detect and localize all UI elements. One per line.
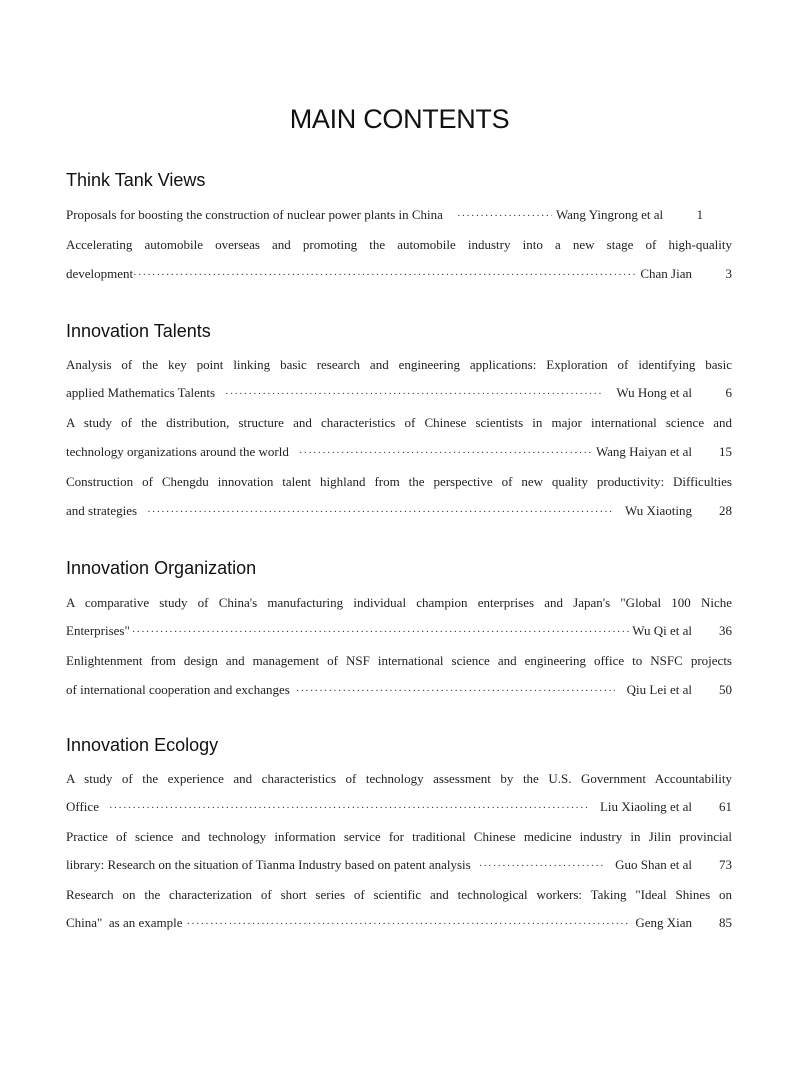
leader-dots: [225, 385, 602, 403]
entry-page: 85: [719, 915, 732, 930]
entry-author: Guo Shan et al: [615, 857, 692, 872]
entry-last-line: [66, 856, 732, 874]
entry-last-line: [66, 265, 732, 283]
leader-dots: [296, 682, 615, 700]
entry-last-line: [66, 443, 732, 461]
entry-author: Geng Xian: [635, 915, 692, 930]
entry-page: 28: [719, 503, 732, 518]
entry-title: of international cooperation and exchanges: [66, 682, 290, 697]
entry-title: Office: [66, 799, 99, 814]
leader-dots: [109, 799, 588, 817]
leader-dots: [457, 207, 552, 225]
entry-last-line: [66, 622, 732, 640]
entry-title-line: Construction of Chengdu innovation talent highland from the perspective of new quality productivity: Difficulties: [66, 474, 732, 489]
entry-title: library: Research on the situation of Tianma Industry based on patent analysis: [66, 857, 471, 872]
entry-page: 15: [719, 444, 732, 459]
entry-author: Wu Qi et al: [632, 623, 692, 638]
leader-dots: [132, 623, 632, 641]
entry-title-line: Research on the characterization of short series of scientific and technological workers: Taking "Ideal Shines on: [66, 887, 732, 902]
leader-dots: [133, 266, 636, 284]
page-title: MAIN CONTENTS: [289, 104, 510, 134]
entry-page: 50: [719, 682, 732, 697]
entry-author: Wu Hong et al: [616, 385, 692, 400]
entry-author: Wang Haiyan et al: [595, 444, 692, 459]
entry-author: Wu Xiaoting: [625, 503, 692, 518]
entry-page: 61: [719, 799, 732, 814]
entry-title: Enterprises": [66, 623, 130, 638]
entry-title-line: Practice of science and technology information service for traditional Chinese medicine industry in Jilin provincial: [66, 829, 732, 844]
leader-dots: [147, 503, 613, 521]
entry-title: China" as an example: [66, 915, 183, 930]
section-heading: Innovation Ecology: [66, 735, 219, 755]
entry-title: and strategies: [66, 503, 138, 518]
entry-last-line: [66, 502, 732, 520]
toc-entry[interactable]: [66, 206, 732, 224]
leader-dots: [187, 915, 632, 933]
entry-page: 3: [725, 266, 732, 281]
entry-title: technology organizations around the world: [66, 444, 289, 459]
entry-last-line: [66, 914, 732, 932]
entry-last-line: [66, 681, 732, 699]
entry-author: Qiu Lei et al: [626, 682, 692, 697]
section-heading: Innovation Talents: [66, 321, 211, 341]
entry-title-line: A study of the distribution, structure and characteristics of Chinese scientists in major international science and: [66, 415, 732, 430]
entry-title-line: Accelerating automobile overseas and promoting the automobile industry into a new stage of high-quality: [66, 237, 732, 252]
entry-title: Proposals for boosting the construction of nuclear power plants in China: [66, 207, 443, 222]
entry-page: 1: [696, 207, 704, 222]
entry-page: 73: [719, 857, 732, 872]
entry-title-line: Analysis of the key point linking basic research and engineering applications: Exploration of identifying basic: [66, 357, 732, 372]
entry-title-line: Enlightenment from design and management of NSF international science and engineering office to NSFC projects: [66, 653, 732, 668]
entry-title: development: [66, 266, 134, 281]
entry-page: 6: [725, 385, 732, 400]
entry-author: Wang Yingrong et al: [555, 207, 664, 222]
entry-last-line: [66, 798, 732, 816]
entry-title-line: A comparative study of China's manufacturing individual champion enterprises and Japan's "Global 100 Niche: [66, 595, 732, 610]
section-heading: Think Tank Views: [66, 170, 206, 190]
entry-title-line: A study of the experience and characteristics of technology assessment by the U.S. Government Accountability: [66, 771, 732, 786]
entry-last-line: [66, 384, 732, 402]
entry-title: applied Mathematics Talents: [66, 385, 216, 400]
leader-dots: [299, 444, 594, 462]
entry-author: Chan Jian: [640, 266, 692, 281]
section-heading: Innovation Organization: [66, 558, 257, 578]
entry-author: Liu Xiaoling et al: [599, 799, 692, 814]
entry-page: 36: [719, 623, 732, 638]
leader-dots: [479, 857, 603, 875]
